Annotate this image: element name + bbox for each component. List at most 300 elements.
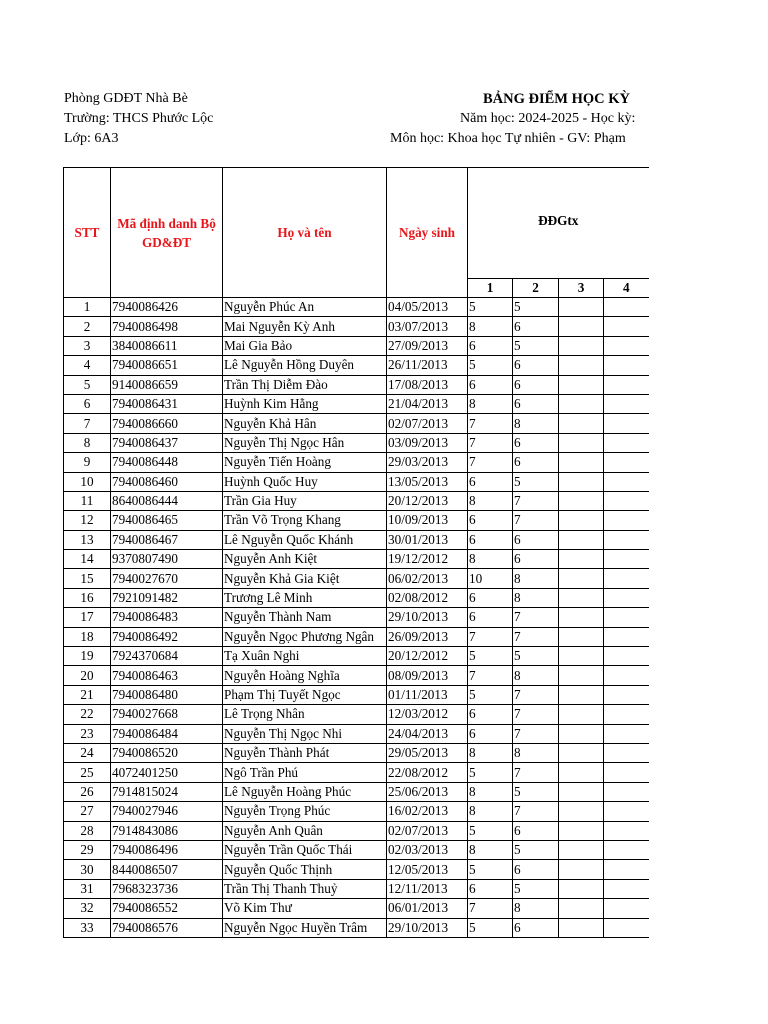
score-2-cell: 6 — [513, 530, 559, 549]
full-name-cell: Tạ Xuân Nghi — [223, 647, 387, 666]
score-1-cell: 5 — [468, 298, 513, 317]
student-id-cell: 7940086480 — [111, 685, 223, 704]
stt-cell: 31 — [64, 879, 111, 898]
dob-cell: 19/12/2012 — [387, 550, 468, 569]
score-2-cell: 6 — [513, 375, 559, 394]
score-4-cell — [604, 453, 649, 472]
dob-cell: 12/05/2013 — [387, 860, 468, 879]
score-4-cell — [604, 666, 649, 685]
score-2-cell: 7 — [513, 724, 559, 743]
score-3-cell — [559, 414, 604, 433]
score-3-cell — [559, 394, 604, 413]
score-1-cell: 6 — [468, 511, 513, 530]
score-1-cell: 7 — [468, 627, 513, 646]
dob-cell: 16/02/2013 — [387, 802, 468, 821]
full-name-cell: Trần Gia Huy — [223, 491, 387, 510]
full-name-cell: Nguyễn Thành Phát — [223, 743, 387, 762]
score-2-cell: 5 — [513, 782, 559, 801]
score-2-cell: 7 — [513, 685, 559, 704]
score-4-cell — [604, 588, 649, 607]
score-1-cell: 6 — [468, 588, 513, 607]
score-3-cell — [559, 627, 604, 646]
student-id-cell: 7914815024 — [111, 782, 223, 801]
student-id-cell: 7940027668 — [111, 705, 223, 724]
score-4-cell — [604, 840, 649, 859]
student-id-cell: 7940086496 — [111, 840, 223, 859]
stt-cell: 6 — [64, 394, 111, 413]
stt-cell: 2 — [64, 317, 111, 336]
score-3-cell — [559, 588, 604, 607]
score-1-cell: 8 — [468, 550, 513, 569]
score-3-cell — [559, 743, 604, 762]
student-id-cell: 7940027946 — [111, 802, 223, 821]
score-4-cell — [604, 647, 649, 666]
score-1-cell: 6 — [468, 375, 513, 394]
score-1-cell: 8 — [468, 394, 513, 413]
score-1-cell: 5 — [468, 647, 513, 666]
score-1-cell: 7 — [468, 433, 513, 452]
score-4-cell — [604, 879, 649, 898]
dob-cell: 02/07/2013 — [387, 414, 468, 433]
score-2-cell: 8 — [513, 588, 559, 607]
full-name-cell: Nguyễn Ngọc Phương Ngân — [223, 627, 387, 646]
dob-cell: 04/05/2013 — [387, 298, 468, 317]
score-3-cell — [559, 918, 604, 937]
score-4-cell — [604, 782, 649, 801]
score-2-cell: 8 — [513, 414, 559, 433]
dob-cell: 03/09/2013 — [387, 433, 468, 452]
table-row — [64, 511, 649, 530]
dob-cell: 06/02/2013 — [387, 569, 468, 588]
score-3-cell — [559, 802, 604, 821]
score-2-cell: 7 — [513, 763, 559, 782]
score-4-cell — [604, 414, 649, 433]
score-2-cell: 5 — [513, 336, 559, 355]
full-name-cell: Mai Gia Bảo — [223, 336, 387, 355]
score-2-cell: 6 — [513, 550, 559, 569]
student-id-cell: 7940086431 — [111, 394, 223, 413]
stt-cell: 23 — [64, 724, 111, 743]
col-header-ddgtx: ĐĐGtx — [468, 168, 649, 279]
score-3-cell — [559, 647, 604, 666]
score-1-cell: 7 — [468, 666, 513, 685]
score-1-cell: 6 — [468, 608, 513, 627]
dob-cell: 01/11/2013 — [387, 685, 468, 704]
full-name-cell: Nguyễn Trần Quốc Thái — [223, 840, 387, 859]
report-title: BẢNG ĐIỂM HỌC KỲ — [483, 91, 631, 107]
score-4-cell — [604, 530, 649, 549]
score-2-cell: 5 — [513, 298, 559, 317]
dob-cell: 13/05/2013 — [387, 472, 468, 491]
score-1-cell: 8 — [468, 782, 513, 801]
score-2-cell: 7 — [513, 705, 559, 724]
student-id-cell: 8440086507 — [111, 860, 223, 879]
student-id-cell: 8640086444 — [111, 491, 223, 510]
dob-cell: 08/09/2013 — [387, 666, 468, 685]
score-1-cell: 6 — [468, 879, 513, 898]
table-row — [64, 860, 649, 879]
dob-cell: 12/11/2013 — [387, 879, 468, 898]
score-3-cell — [559, 569, 604, 588]
score-4-cell — [604, 627, 649, 646]
class-label: Lớp: 6A3 — [64, 131, 119, 146]
col-header-dob: Ngày sinh — [387, 168, 468, 298]
table-row — [64, 879, 649, 898]
score-2-cell: 5 — [513, 840, 559, 859]
full-name-cell: Huỳnh Quốc Huy — [223, 472, 387, 491]
table-row — [64, 724, 649, 743]
dob-cell: 06/01/2013 — [387, 899, 468, 918]
student-id-cell: 7921091482 — [111, 588, 223, 607]
stt-cell: 21 — [64, 685, 111, 704]
score-3-cell — [559, 879, 604, 898]
full-name-cell: Ngô Trần Phú — [223, 763, 387, 782]
score-2-cell: 8 — [513, 666, 559, 685]
col-header-stt: STT — [64, 168, 111, 298]
student-id-cell: 7940086660 — [111, 414, 223, 433]
stt-cell: 3 — [64, 336, 111, 355]
full-name-cell: Trần Võ Trọng Khang — [223, 511, 387, 530]
student-id-cell: 7940086463 — [111, 666, 223, 685]
stt-cell: 19 — [64, 647, 111, 666]
full-name-cell: Nguyễn Khả Gia Kiệt — [223, 569, 387, 588]
dob-cell: 29/10/2013 — [387, 918, 468, 937]
score-2-cell: 5 — [513, 879, 559, 898]
score-2-cell: 5 — [513, 472, 559, 491]
score-4-cell — [604, 685, 649, 704]
table-row — [64, 821, 649, 840]
stt-cell: 13 — [64, 530, 111, 549]
table-row — [64, 569, 649, 588]
score-3-cell — [559, 511, 604, 530]
grade-table-body — [64, 298, 649, 938]
stt-cell: 30 — [64, 860, 111, 879]
student-id-cell: 7940086467 — [111, 530, 223, 549]
score-4-cell — [604, 356, 649, 375]
score-2-cell: 7 — [513, 608, 559, 627]
score-1-cell: 5 — [468, 685, 513, 704]
dob-cell: 24/04/2013 — [387, 724, 468, 743]
dob-cell: 20/12/2012 — [387, 647, 468, 666]
table-row — [64, 433, 649, 452]
score-1-cell: 5 — [468, 763, 513, 782]
student-id-cell: 7940086492 — [111, 627, 223, 646]
table-row — [64, 298, 649, 317]
score-4-cell — [604, 802, 649, 821]
student-id-cell: 7940086448 — [111, 453, 223, 472]
subject-label: Môn học: Khoa học Tự nhiên - GV: Phạm — [390, 131, 626, 146]
table-row — [64, 763, 649, 782]
dob-cell: 20/12/2013 — [387, 491, 468, 510]
score-1-cell: 6 — [468, 724, 513, 743]
score-4-cell — [604, 705, 649, 724]
school-year-label: Năm học: 2024-2025 - Học kỳ: — [460, 111, 636, 126]
stt-cell: 33 — [64, 918, 111, 937]
score-3-cell — [559, 860, 604, 879]
stt-cell: 7 — [64, 414, 111, 433]
table-row — [64, 685, 649, 704]
score-4-cell — [604, 511, 649, 530]
col-header-score-4: 4 — [604, 279, 649, 298]
score-4-cell — [604, 375, 649, 394]
full-name-cell: Nguyễn Phúc An — [223, 298, 387, 317]
table-row — [64, 666, 649, 685]
stt-cell: 29 — [64, 840, 111, 859]
score-1-cell: 5 — [468, 356, 513, 375]
score-4-cell — [604, 569, 649, 588]
stt-cell: 5 — [64, 375, 111, 394]
full-name-cell: Lê Trọng Nhân — [223, 705, 387, 724]
student-id-cell: 9140086659 — [111, 375, 223, 394]
table-row — [64, 336, 649, 355]
full-name-cell: Võ Kim Thư — [223, 899, 387, 918]
table-row — [64, 588, 649, 607]
score-1-cell: 5 — [468, 821, 513, 840]
score-4-cell — [604, 918, 649, 937]
stt-cell: 8 — [64, 433, 111, 452]
student-id-cell: 7940086552 — [111, 899, 223, 918]
score-2-cell: 6 — [513, 860, 559, 879]
score-2-cell: 6 — [513, 821, 559, 840]
dob-cell: 22/08/2012 — [387, 763, 468, 782]
stt-cell: 16 — [64, 588, 111, 607]
score-3-cell — [559, 375, 604, 394]
dob-cell: 30/01/2013 — [387, 530, 468, 549]
student-id-cell: 7940086465 — [111, 511, 223, 530]
score-2-cell: 6 — [513, 317, 559, 336]
student-id-cell: 7968323736 — [111, 879, 223, 898]
score-1-cell: 8 — [468, 743, 513, 762]
stt-cell: 25 — [64, 763, 111, 782]
score-2-cell: 8 — [513, 899, 559, 918]
table-row — [64, 491, 649, 510]
score-3-cell — [559, 530, 604, 549]
col-header-score-3: 3 — [559, 279, 604, 298]
score-1-cell: 8 — [468, 491, 513, 510]
score-2-cell: 6 — [513, 453, 559, 472]
score-2-cell: 7 — [513, 511, 559, 530]
student-id-cell: 7940086576 — [111, 918, 223, 937]
student-id-cell: 7940086437 — [111, 433, 223, 452]
score-4-cell — [604, 763, 649, 782]
score-1-cell: 7 — [468, 414, 513, 433]
score-3-cell — [559, 491, 604, 510]
table-row — [64, 317, 649, 336]
score-3-cell — [559, 317, 604, 336]
score-2-cell: 6 — [513, 918, 559, 937]
stt-cell: 26 — [64, 782, 111, 801]
score-1-cell: 8 — [468, 802, 513, 821]
stt-cell: 24 — [64, 743, 111, 762]
student-id-cell: 7940086498 — [111, 317, 223, 336]
score-1-cell: 6 — [468, 336, 513, 355]
stt-cell: 18 — [64, 627, 111, 646]
student-id-cell: 7940086426 — [111, 298, 223, 317]
stt-cell: 4 — [64, 356, 111, 375]
stt-cell: 14 — [64, 550, 111, 569]
col-header-score-2: 2 — [513, 279, 559, 298]
student-id-cell: 7924370684 — [111, 647, 223, 666]
student-id-cell: 4072401250 — [111, 763, 223, 782]
score-1-cell: 7 — [468, 899, 513, 918]
score-1-cell: 5 — [468, 860, 513, 879]
stt-cell: 15 — [64, 569, 111, 588]
student-id-cell: 9370807490 — [111, 550, 223, 569]
score-3-cell — [559, 685, 604, 704]
score-2-cell: 7 — [513, 491, 559, 510]
score-4-cell — [604, 821, 649, 840]
full-name-cell: Lê Nguyễn Hoàng Phúc — [223, 782, 387, 801]
score-4-cell — [604, 550, 649, 569]
score-1-cell: 7 — [468, 453, 513, 472]
dob-cell: 26/11/2013 — [387, 356, 468, 375]
dob-cell: 25/06/2013 — [387, 782, 468, 801]
grade-table — [63, 167, 649, 938]
dob-cell: 02/03/2013 — [387, 840, 468, 859]
table-row — [64, 453, 649, 472]
dob-cell: 29/05/2013 — [387, 743, 468, 762]
dob-cell: 27/09/2013 — [387, 336, 468, 355]
stt-cell: 12 — [64, 511, 111, 530]
score-3-cell — [559, 550, 604, 569]
full-name-cell: Nguyễn Thành Nam — [223, 608, 387, 627]
table-row — [64, 899, 649, 918]
score-4-cell — [604, 899, 649, 918]
table-row — [64, 414, 649, 433]
score-1-cell: 6 — [468, 530, 513, 549]
col-header-full-name: Họ và tên — [223, 168, 387, 298]
score-2-cell: 8 — [513, 569, 559, 588]
score-3-cell — [559, 433, 604, 452]
score-4-cell — [604, 317, 649, 336]
score-3-cell — [559, 298, 604, 317]
table-row — [64, 356, 649, 375]
full-name-cell: Nguyễn Thị Ngọc Hân — [223, 433, 387, 452]
stt-cell: 10 — [64, 472, 111, 491]
dob-cell: 03/07/2013 — [387, 317, 468, 336]
student-id-cell: 7914843086 — [111, 821, 223, 840]
score-3-cell — [559, 356, 604, 375]
full-name-cell: Nguyễn Anh Kiệt — [223, 550, 387, 569]
dob-cell: 29/03/2013 — [387, 453, 468, 472]
col-header-score-1: 1 — [468, 279, 513, 298]
stt-cell: 17 — [64, 608, 111, 627]
stt-cell: 20 — [64, 666, 111, 685]
table-row — [64, 550, 649, 569]
school-label: Trường: THCS Phước Lộc — [64, 111, 214, 126]
table-row — [64, 705, 649, 724]
dob-cell: 12/03/2012 — [387, 705, 468, 724]
full-name-cell: Lê Nguyễn Hồng Duyên — [223, 356, 387, 375]
full-name-cell: Nguyễn Hoàng Nghĩa — [223, 666, 387, 685]
score-3-cell — [559, 724, 604, 743]
score-3-cell — [559, 472, 604, 491]
score-2-cell: 6 — [513, 356, 559, 375]
score-4-cell — [604, 608, 649, 627]
score-4-cell — [604, 860, 649, 879]
full-name-cell: Lê Nguyễn Quốc Khánh — [223, 530, 387, 549]
table-row — [64, 530, 649, 549]
table-row — [64, 394, 649, 413]
dob-cell: 29/10/2013 — [387, 608, 468, 627]
department-label: Phòng GDĐT Nhà Bè — [64, 91, 188, 106]
dob-cell: 17/08/2013 — [387, 375, 468, 394]
table-row — [64, 918, 649, 937]
dob-cell: 02/08/2012 — [387, 588, 468, 607]
score-1-cell: 8 — [468, 317, 513, 336]
score-3-cell — [559, 840, 604, 859]
score-4-cell — [604, 394, 649, 413]
stt-cell: 1 — [64, 298, 111, 317]
student-id-cell: 7940086520 — [111, 743, 223, 762]
dob-cell: 02/07/2013 — [387, 821, 468, 840]
col-header-student-id: Mã định danh Bộ GD&ĐT — [111, 168, 223, 298]
score-2-cell: 7 — [513, 627, 559, 646]
stt-cell: 22 — [64, 705, 111, 724]
student-id-cell: 7940027670 — [111, 569, 223, 588]
full-name-cell: Phạm Thị Tuyết Ngọc — [223, 685, 387, 704]
table-row — [64, 627, 649, 646]
table-row — [64, 782, 649, 801]
stt-cell: 11 — [64, 491, 111, 510]
full-name-cell: Nguyễn Anh Quân — [223, 821, 387, 840]
score-2-cell: 8 — [513, 743, 559, 762]
score-2-cell: 6 — [513, 394, 559, 413]
dob-cell: 26/09/2013 — [387, 627, 468, 646]
full-name-cell: Mai Nguyễn Kỳ Anh — [223, 317, 387, 336]
stt-cell: 32 — [64, 899, 111, 918]
score-1-cell: 8 — [468, 840, 513, 859]
score-3-cell — [559, 899, 604, 918]
full-name-cell: Nguyễn Tiến Hoàng — [223, 453, 387, 472]
score-4-cell — [604, 491, 649, 510]
table-row — [64, 375, 649, 394]
score-3-cell — [559, 608, 604, 627]
score-3-cell — [559, 666, 604, 685]
score-2-cell: 7 — [513, 802, 559, 821]
student-id-cell: 3840086611 — [111, 336, 223, 355]
table-row — [64, 743, 649, 762]
student-id-cell: 7940086484 — [111, 724, 223, 743]
table-row — [64, 802, 649, 821]
score-4-cell — [604, 433, 649, 452]
student-id-cell: 7940086483 — [111, 608, 223, 627]
score-4-cell — [604, 472, 649, 491]
full-name-cell: Trần Thị Diễm Đào — [223, 375, 387, 394]
full-name-cell: Trần Thị Thanh Thuỷ — [223, 879, 387, 898]
table-row — [64, 647, 649, 666]
score-3-cell — [559, 782, 604, 801]
score-1-cell: 10 — [468, 569, 513, 588]
table-row — [64, 472, 649, 491]
stt-cell: 27 — [64, 802, 111, 821]
full-name-cell: Nguyễn Ngọc Huyền Trâm — [223, 918, 387, 937]
score-4-cell — [604, 743, 649, 762]
full-name-cell: Nguyễn Khả Hân — [223, 414, 387, 433]
dob-cell: 21/04/2013 — [387, 394, 468, 413]
score-1-cell: 6 — [468, 472, 513, 491]
full-name-cell: Nguyễn Thị Ngọc Nhi — [223, 724, 387, 743]
score-3-cell — [559, 336, 604, 355]
score-4-cell — [604, 298, 649, 317]
score-4-cell — [604, 724, 649, 743]
score-3-cell — [559, 453, 604, 472]
stt-cell: 9 — [64, 453, 111, 472]
full-name-cell: Huỳnh Kim Hằng — [223, 394, 387, 413]
full-name-cell: Trương Lê Minh — [223, 588, 387, 607]
score-4-cell — [604, 336, 649, 355]
full-name-cell: Nguyễn Trọng Phúc — [223, 802, 387, 821]
